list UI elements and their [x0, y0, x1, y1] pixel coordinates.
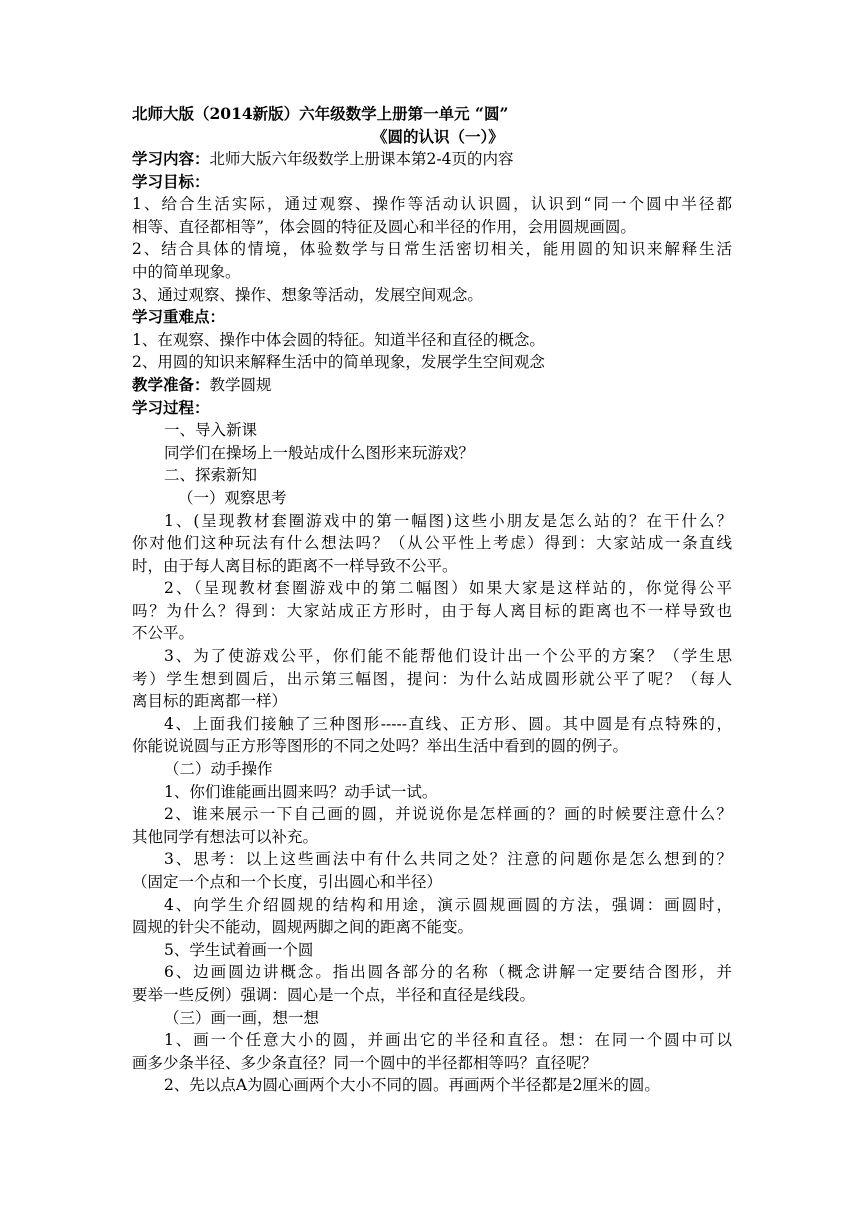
goals-line: 2、结合具体的情境，体验数学与日常生活密切相关，能用圆的知识来解释生活 [132, 240, 732, 259]
paragraph-line: （固定一个点和一个长度，引出圆心和半径） [132, 873, 443, 891]
goals-line: 相等、直径都相等”，体会圆的特征及圆心和半径的作用，会用圆规画圆。 [132, 217, 636, 236]
subsection-heading: （三）画一画，想一想 [164, 1008, 320, 1027]
paragraph-line: 2、谁来展示一下自己画的圆，并说说你是怎样画的？画的时候要注意什么？ [164, 805, 732, 824]
paragraph-line: 3、思考：以上这些画法中有什么共同之处？注意的问题你是怎么想到的？ [164, 850, 732, 869]
content-label: 学习内容： [132, 149, 210, 168]
goals-line: 中的简单现象。 [132, 262, 241, 281]
paragraph-line: 要举一些反例）强调：圆心是一个点，半径和直径是线段。 [132, 985, 536, 1004]
paragraph-line: 你能说说圆与正方形等图形的不同之处吗？举出生活中看到的圆的例子。 [132, 737, 629, 756]
paragraph-line: 4、上面我们接触了三种图形-----直线、正方形、圆。其中圆是有点特殊的， [164, 714, 732, 733]
paragraph-line: 你对他们这种玩法有什么想法吗？（从公平性上考虑）得到：大家站成一条直线 [132, 534, 732, 553]
document-header [132, 103, 732, 148]
paragraph-line: 不公平。 [132, 624, 195, 643]
prep-label: 教学准备： [132, 374, 210, 394]
goals-label: 学习目标： [132, 171, 210, 191]
section-heading: 一、导入新课 [164, 421, 258, 440]
document-subtitle: 《圆的认识（一）》 [372, 126, 504, 146]
paragraph-line: 考）学生想到圆后，出示第三幅图，提问：为什么站成圆形就公平了呢？（每人 [132, 669, 732, 688]
paragraph-line: 吗？为什么？得到：大家站成正方形时，由于每人离目标的距离也不一样导致也 [132, 601, 732, 620]
paragraph-line: 3、为了使游戏公平，你们能不能帮他们设计出一个公平的方案？（学生思 [164, 647, 732, 666]
content-row [132, 148, 732, 171]
section-heading: 二、探索新知 [164, 466, 258, 485]
paragraph-line: 时，由于每人离目标的距离不一样导致不公平。 [132, 556, 458, 575]
paragraph-line: 5、学生试着画一个圆 [164, 940, 314, 959]
paragraph-line: 离目标的距离都一样） [132, 692, 288, 711]
paragraph-line: 1、画一个任意大小的圆，并画出它的半径和直径。想：在同一个圆中可以 [164, 1031, 732, 1050]
process-label: 学习过程： [132, 397, 210, 417]
prep-text: 教学圆规 [209, 375, 272, 394]
paragraph-line: 同学们在操场上一般站成什么图形来玩游戏？ [164, 443, 475, 462]
subsection-heading: （二）动手操作 [164, 760, 273, 779]
paragraph-line: 6、边画圆边讲概念。指出圆各部分的名称（概念讲解一定要结合图形，并 [164, 963, 732, 982]
paragraph-line: 1、你们谁能画出圆来吗？动手试一试。 [164, 782, 438, 801]
paragraph-line: 4、向学生介绍圆规的结构和用途，演示圆规画圆的方法，强调：画圆时， [164, 895, 732, 914]
document-body [132, 148, 732, 1097]
content-text: 北师大版六年级数学上册课本第2-4页的内容 [209, 150, 514, 168]
key-points-line: 1、在观察、操作中体会圆的特征。知道半径和直径的概念。 [132, 330, 545, 349]
paragraph-line: 其他同学有想法可以补充。 [132, 827, 319, 846]
goals-line: 3、通过观察、操作、想象等活动，发展空间观念。 [132, 285, 483, 304]
paragraph-line: 2、先以点A为圆心画两个大小不同的圆。再画两个半径都是2厘米的圆。 [164, 1076, 660, 1095]
subsection-heading: （一）观察思考 [178, 488, 287, 507]
paragraph-line: 画多少条半径、多少条直径？同一个圆中的半径都相等吗？直径呢？ [132, 1053, 598, 1072]
document-title: 北师大版（2014新版）六年级数学上册第一单元 “圆” [132, 104, 509, 123]
paragraph-line: 圆规的针尖不能动，圆规两脚之间的距离不能变。 [132, 918, 474, 937]
key-points-line: 2、用圆的知识来解释生活中的简单现象，发展学生空间观念 [132, 353, 545, 372]
goals-line: 1、给合生活实际，通过观察、操作等活动认识圆，认识到“同一个圆中半径都 [132, 195, 732, 214]
paragraph-line: 2、（呈现教材套圈游戏中的第二幅图）如果大家是这样站的，你觉得公平 [164, 579, 732, 598]
prep-row [132, 374, 732, 397]
paragraph-line: 1、(呈现教材套圈游戏中的第一幅图)这些小朋友是怎么站的？在干什么？ [164, 511, 732, 530]
key-points-label: 学习重难点： [132, 307, 226, 327]
